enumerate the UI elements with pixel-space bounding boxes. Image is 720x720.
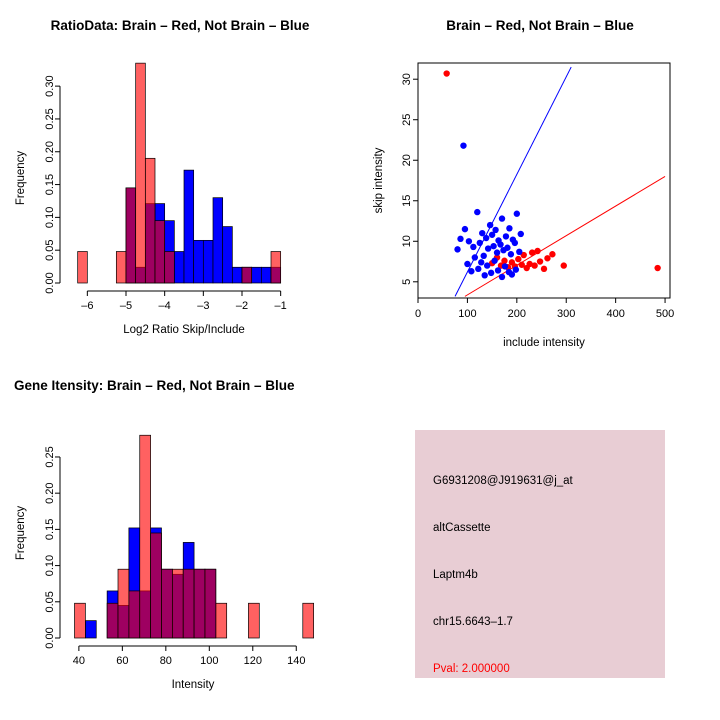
- histogram-bar: [194, 569, 205, 638]
- scatter-point: [544, 255, 550, 261]
- svg-text:–6: –6: [81, 300, 94, 312]
- svg-text:0: 0: [414, 308, 422, 320]
- histogram-bar: [184, 170, 194, 283]
- svg-text:–4: –4: [158, 300, 171, 312]
- info-box: [415, 430, 665, 678]
- histogram-bar: [242, 267, 252, 283]
- scatter-point: [468, 268, 474, 274]
- svg-text:500: 500: [655, 308, 675, 320]
- histogram-bar: [223, 227, 233, 283]
- histogram-bar: [213, 198, 223, 283]
- panel-ratio-histogram: [0, 0, 360, 360]
- svg-text:Log2 Ratio Skip/Include: Log2 Ratio Skip/Include: [123, 324, 245, 336]
- svg-text:400: 400: [606, 308, 625, 320]
- svg-text:–2: –2: [235, 300, 249, 312]
- scatter-point: [477, 240, 483, 246]
- ratio-histogram-plot: [0, 33, 360, 363]
- scatter-point: [512, 240, 518, 246]
- plot-frame: [418, 63, 670, 298]
- scatter-point: [483, 235, 489, 241]
- scatter-point: [506, 225, 512, 231]
- info-line-probeset: G6931208@J919631@j_at: [433, 475, 573, 487]
- scatter-point: [561, 262, 567, 268]
- histogram-bar: [155, 221, 165, 283]
- scatter-point: [515, 256, 521, 262]
- svg-text:200: 200: [507, 308, 527, 320]
- scatter-point: [504, 245, 510, 251]
- scatter-point: [497, 241, 503, 247]
- svg-text:300: 300: [557, 308, 576, 320]
- svg-text:–5: –5: [119, 300, 133, 312]
- svg-text:Frequency: Frequency: [15, 505, 27, 561]
- histogram-bars: [75, 435, 314, 638]
- scatter-point: [475, 266, 481, 272]
- scatter-point: [462, 226, 468, 232]
- histogram-bar: [129, 591, 140, 638]
- svg-text:0.30: 0.30: [43, 75, 56, 97]
- histogram-bar: [205, 569, 216, 638]
- svg-text:40: 40: [72, 655, 85, 667]
- scatter-point: [460, 142, 466, 148]
- histogram-bar: [78, 252, 88, 284]
- scatter-point: [502, 263, 508, 269]
- scatter-point: [503, 233, 509, 239]
- panel-info: [360, 368, 720, 720]
- histogram-bar: [118, 569, 129, 638]
- scatter-point: [499, 215, 505, 221]
- scatter-point: [474, 209, 480, 215]
- scatter-point: [501, 258, 507, 264]
- scatter-point: [499, 274, 505, 280]
- svg-text:0.00: 0.00: [43, 272, 56, 294]
- svg-text:5: 5: [400, 278, 413, 285]
- histogram-bar: [140, 435, 151, 638]
- svg-text:0.10: 0.10: [43, 206, 56, 229]
- svg-text:0.05: 0.05: [43, 591, 56, 613]
- svg-text:100: 100: [200, 655, 219, 667]
- info-line-pval: Pval: 2.000000: [433, 663, 510, 675]
- reference-line: [465, 176, 665, 296]
- scatter-plot: [360, 33, 720, 363]
- svg-text:100: 100: [458, 308, 477, 320]
- scatter-content: [443, 67, 665, 296]
- svg-text:0.25: 0.25: [43, 108, 56, 130]
- intensity-histogram-title: Gene Itensity: Brain – Red, Not Brain – Blue: [14, 378, 295, 393]
- scatter-point: [492, 227, 498, 233]
- histogram-bar: [303, 603, 314, 638]
- scatter-point: [481, 253, 487, 259]
- scatter-point: [466, 238, 472, 244]
- histogram-bar: [261, 267, 271, 283]
- scatter-point: [482, 272, 488, 278]
- svg-text:0.15: 0.15: [43, 518, 56, 541]
- histogram-bar: [203, 240, 213, 283]
- svg-text:Frequency: Frequency: [15, 150, 27, 206]
- svg-text:10: 10: [400, 235, 413, 248]
- histogram-bar: [136, 63, 146, 283]
- scatter-point: [494, 249, 500, 255]
- scatter-point: [516, 249, 522, 255]
- info-line-event-type: altCassette: [433, 522, 491, 534]
- scatter-point: [513, 266, 519, 272]
- scatter-point: [464, 261, 470, 267]
- svg-text:20: 20: [400, 154, 413, 167]
- svg-text:Intensity: Intensity: [171, 679, 215, 691]
- svg-text:0.25: 0.25: [43, 446, 56, 468]
- axes: [401, 73, 674, 320]
- histogram-bar: [248, 603, 259, 638]
- scatter-point: [457, 236, 463, 242]
- svg-text:0.20: 0.20: [43, 141, 56, 163]
- scatter-point: [478, 259, 484, 265]
- svg-text:–3: –3: [197, 300, 210, 312]
- histogram-bars: [78, 63, 281, 283]
- intensity-histogram-plot: [0, 393, 360, 718]
- svg-text:0.20: 0.20: [43, 482, 56, 504]
- scatter-point: [472, 254, 478, 260]
- scatter-point: [487, 222, 493, 228]
- histogram-bar: [75, 603, 86, 638]
- svg-text:80: 80: [159, 655, 172, 667]
- svg-text:0.00: 0.00: [43, 627, 56, 649]
- scatter-point: [541, 266, 547, 272]
- svg-text:0.10: 0.10: [43, 554, 56, 577]
- histogram-bar: [85, 621, 96, 638]
- histogram-bar: [194, 240, 204, 283]
- scatter-title: Brain – Red, Not Brain – Blue: [446, 18, 634, 33]
- histogram-bar: [165, 252, 175, 284]
- svg-text:60: 60: [116, 655, 129, 667]
- ratio-histogram-title: RatioData: Brain – Red, Not Brain – Blue: [50, 18, 310, 33]
- histogram-bar: [145, 158, 155, 283]
- scatter-point: [531, 262, 537, 268]
- histogram-bar: [216, 603, 227, 638]
- histogram-bar: [271, 252, 281, 284]
- scatter-point: [654, 265, 660, 271]
- svg-text:skip intensity: skip intensity: [373, 147, 385, 214]
- info-line-gene: Laptm4b: [433, 569, 478, 581]
- scatter-point: [549, 251, 555, 257]
- panel-intensity-histogram: [0, 368, 360, 720]
- histogram-bar: [161, 569, 172, 638]
- info-line-locus: chr15.6643–1.7: [433, 616, 513, 628]
- svg-text:140: 140: [287, 655, 306, 667]
- svg-text:30: 30: [400, 73, 413, 86]
- scatter-point: [529, 249, 535, 255]
- scatter-point: [495, 267, 501, 273]
- scatter-point: [508, 251, 514, 257]
- histogram-bar: [174, 252, 184, 284]
- scatter-point: [514, 211, 520, 217]
- histogram-bar: [232, 267, 242, 283]
- scatter-point: [488, 270, 494, 276]
- histogram-bar: [151, 533, 162, 638]
- scatter-point: [491, 258, 497, 264]
- scatter-point: [534, 248, 540, 254]
- histogram-bar: [252, 267, 262, 283]
- scatter-point: [470, 244, 476, 250]
- scatter-point: [485, 245, 491, 251]
- svg-text:120: 120: [243, 655, 262, 667]
- scatter-point: [443, 70, 449, 76]
- svg-text:–1: –1: [274, 300, 287, 312]
- histogram-bar: [107, 603, 118, 638]
- histogram-bar: [172, 569, 183, 638]
- svg-text:include intensity: include intensity: [503, 337, 585, 349]
- histogram-bar: [183, 569, 194, 638]
- scatter-point: [537, 258, 543, 264]
- panel-scatter: [360, 0, 720, 360]
- svg-text:25: 25: [400, 113, 413, 126]
- histogram-bar: [126, 188, 136, 283]
- scatter-point: [518, 231, 524, 237]
- scatter-point: [490, 243, 496, 249]
- svg-text:0.05: 0.05: [43, 239, 56, 261]
- scatter-point: [484, 262, 490, 268]
- svg-text:0.15: 0.15: [43, 173, 56, 196]
- svg-text:15: 15: [400, 194, 413, 207]
- histogram-bar: [116, 252, 126, 284]
- scatter-point: [454, 246, 460, 252]
